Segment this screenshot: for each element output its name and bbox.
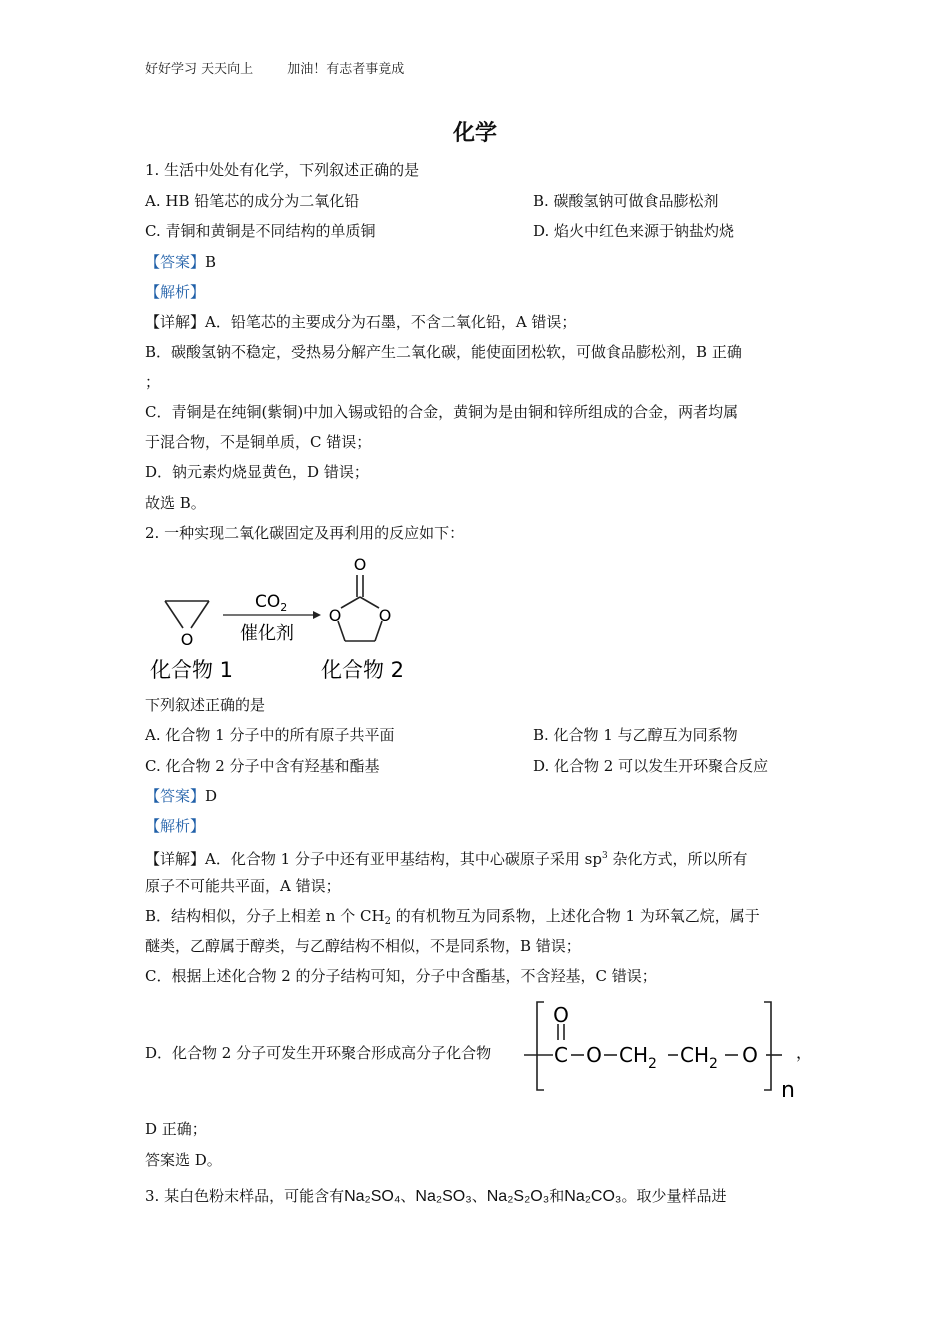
- arrow-head: [313, 611, 321, 619]
- compound-2-carbonyl-oxygen: O: [353, 555, 367, 574]
- q2-option-a: A. 化合物 1 分子中的所有原子共平面: [145, 726, 395, 744]
- carbonyl-carbon: C: [554, 1043, 568, 1067]
- q1-option-a: A. HB 铅笔芯的成分为二氧化铅: [145, 192, 360, 210]
- q2-stem: 2. 一种实现二氧化碳固定及再利用的反应如下：: [145, 524, 465, 542]
- q3-stem-start: 3. 某白色粉末样品，可能含有: [145, 1187, 345, 1205]
- compound-2-ring-oxygen-right: O: [378, 606, 392, 625]
- ester-oxygen: O: [586, 1043, 602, 1067]
- q2-detail-d-end: D 正确；: [145, 1120, 207, 1138]
- conjunction: 和: [549, 1187, 565, 1205]
- header-motto-left: 好好学习 天天向上: [145, 62, 254, 77]
- q2-answer: [145, 786, 217, 806]
- q1-detail-c-cont: 于混合物，不是铜单质，C 错误；: [145, 433, 372, 451]
- q2-question: 下列叙述正确的是: [145, 696, 266, 714]
- compound-2-ring-oxygen-left: O: [328, 606, 342, 625]
- q1-analysis-tag: 【解析】: [145, 283, 206, 301]
- formula-na2so3: Na₂SO₃: [415, 1188, 472, 1205]
- methylene-2: $CH_2$: [680, 1043, 718, 1072]
- q2-detail-b-cont: 醚类，乙醇属于醇类，与乙醇结构不相似，不是同系物，B 错误；: [145, 937, 581, 955]
- polymer-comma: ，: [796, 1043, 813, 1062]
- answer-value: D: [205, 787, 218, 805]
- answer-tag: 【答案】: [145, 253, 206, 271]
- q3-stem: [145, 1186, 726, 1207]
- compound-2-structure: [338, 575, 382, 641]
- methylene-1: $CH_2$: [619, 1043, 657, 1072]
- q2-detail-d: D．化合物 2 分子可发生开环聚合形成高分子化合物: [145, 1044, 492, 1062]
- q1-detail-b-end: ；: [145, 373, 161, 391]
- compound-1-label: 化合物 1: [150, 658, 234, 682]
- q2-option-d: D. 化合物 2 可以发生开环聚合反应: [533, 757, 769, 775]
- detail-b-text-cont: 的有机物互为同系物，上述化合物 1 为环氧乙烷，属于: [390, 907, 760, 925]
- q2-detail-a-cont: 原子不可能共平面，A 错误；: [145, 877, 341, 895]
- page-header: [145, 58, 434, 77]
- reaction-scheme: [145, 553, 435, 688]
- subscript-2: 2: [384, 916, 391, 927]
- formula-na2co3: Na₂CO₃: [564, 1188, 622, 1205]
- q1-conclusion: 故选 B。: [145, 494, 206, 512]
- polymer-structure: [520, 996, 820, 1106]
- q2-option-b: B. 化合物 1 与乙醇互为同系物: [533, 726, 738, 744]
- q1-detail-b: B．碳酸氢钠不稳定，受热易分解产生二氧化碳，能使面团松软，可做食品膨松剂，B 正确: [145, 343, 742, 361]
- answer-value: B: [205, 253, 217, 271]
- page-title: 化学: [452, 120, 497, 146]
- q2-detail-a: [145, 846, 748, 869]
- q1-answer: [145, 252, 216, 272]
- q1-option-d: D. 焰火中红色来源于钠盐灼烧: [533, 222, 735, 240]
- compound-1-structure: [165, 601, 209, 628]
- q2-detail-b: [145, 906, 760, 932]
- q2-analysis-tag: 【解析】: [145, 817, 206, 835]
- q1-detail-a: 【详解】A．铅笔芯的主要成分为石墨，不含二氧化铅，A 错误；: [145, 313, 577, 331]
- q1-option-b: B. 碳酸氢钠可做食品膨松剂: [533, 192, 719, 210]
- q2-conclusion: 答案选 D。: [145, 1151, 222, 1169]
- detail-a-text: 【详解】A．化合物 1 分子中还有亚甲基结构，其中心碳原子采用 sp: [145, 850, 602, 868]
- detail-a-text-cont: 杂化方式，所以所有: [607, 850, 748, 868]
- formula-na2s2o3: Na₂S₂O₃: [486, 1188, 550, 1205]
- q1-stem: 1. 生活中处处有化学，下列叙述正确的是: [145, 161, 420, 179]
- repeat-n: n: [781, 1078, 795, 1103]
- compound-2-label: 化合物 2: [321, 658, 405, 682]
- answer-tag: 【答案】: [145, 787, 206, 805]
- reagent-co2: $CO_2$: [255, 592, 288, 614]
- catalyst-label: 催化剂: [240, 623, 294, 644]
- chain-oxygen: O: [742, 1043, 758, 1067]
- separator: 、: [400, 1187, 416, 1205]
- q2-option-c: C. 化合物 2 分子中含有羟基和酯基: [145, 757, 380, 775]
- q2-detail-c: C．根据上述化合物 2 的分子结构可知，分子中含酯基，不含羟基，C 错误；: [145, 967, 657, 985]
- q1-detail-c: C．青铜是在纯铜(紫铜)中加入锡或铅的合金，黄铜为是由铜和锌所组成的合金，两者均属: [145, 403, 739, 421]
- detail-b-text: B．结构相似，分子上相差 n 个 CH: [145, 907, 385, 925]
- compound-1-oxygen: O: [180, 630, 194, 649]
- carbonyl-oxygen: O: [553, 1003, 569, 1027]
- header-motto-right: 加油！有志者事竟成: [287, 62, 405, 77]
- superscript-3: 3: [601, 851, 608, 861]
- q1-detail-d: D．钠元素灼烧显黄色，D 错误；: [145, 463, 369, 481]
- separator: 、: [471, 1187, 487, 1205]
- q1-option-c: C. 青铜和黄铜是不同结构的单质铜: [145, 222, 376, 240]
- q3-stem-end: 。取少量样品进: [621, 1187, 727, 1205]
- formula-na2so4: Na₂SO₄: [344, 1188, 401, 1205]
